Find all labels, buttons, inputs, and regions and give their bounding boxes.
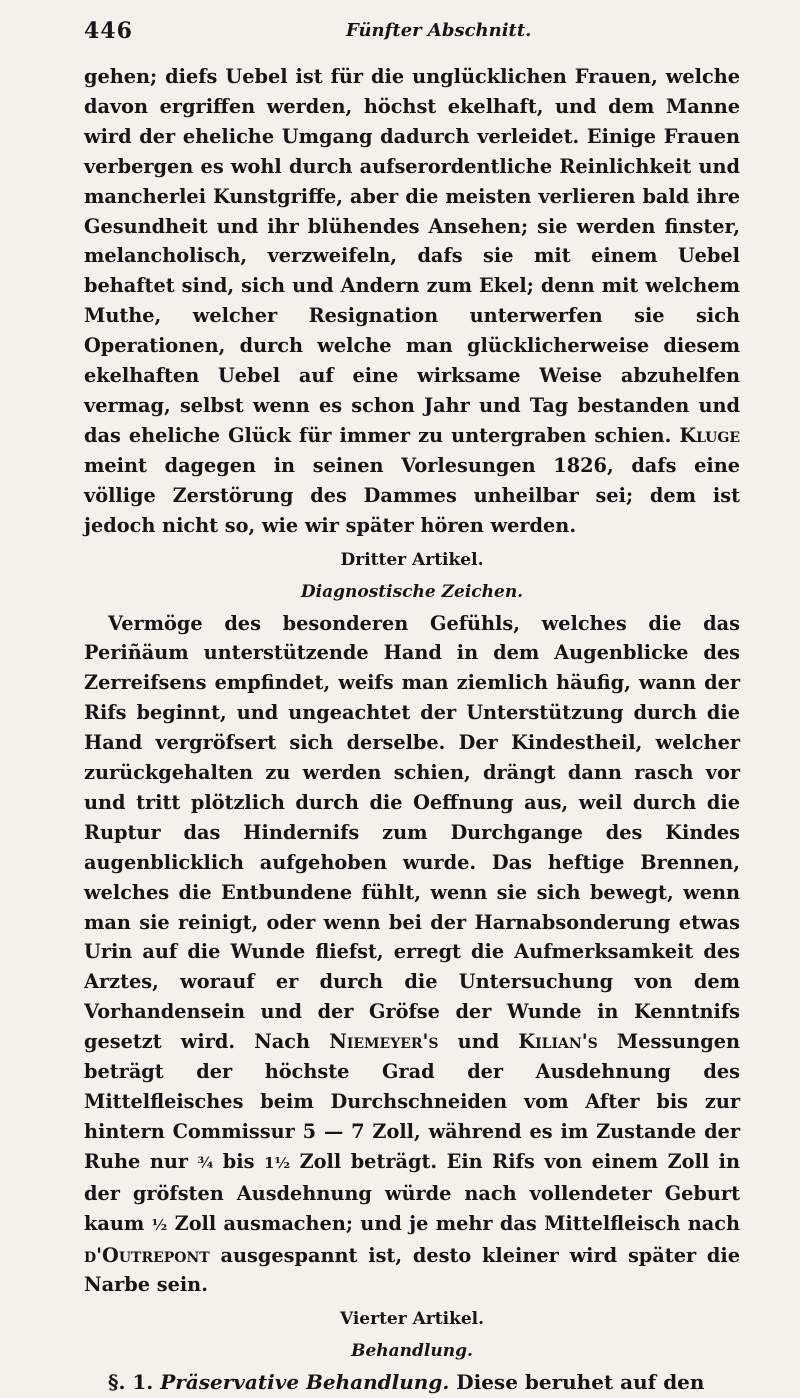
article-subheading-3: Diagnostische Zeichen. [300, 581, 524, 602]
running-title: Fünfter Abschnitt. [346, 20, 532, 41]
section-number: §. 1. [108, 1370, 154, 1395]
article-heading-3: Dritter Artikel. [340, 549, 484, 570]
fraction-three-quarters: ¾ [197, 1153, 214, 1172]
page-header [84, 18, 740, 52]
section-1-line [84, 1368, 740, 1398]
paragraph-2: Vermöge des besonderen Gefühls, welches die das Periñäum unterstützende Hand in dem Augenblicke des Zerreifsens empfindet, weifs man ziemlich häufig, wann der Rifs beginnt, und ungeachtet der Unterstützung durch die Hand vergröfsert sich derselbe. Der Kindestheil, welcher zurückgehalten zu werden schien, drängt dann rasch vor und tritt plötzlich durch die Oeffnung aus, weil durch die Ruptur das Hindernifs zum Durchgange des Kindes augenblicklich aufgehoben wurde. Das heftige Brennen, welches die Entbundene fühlt, wenn sie sich bewegt, wenn man sie reinigt, oder wenn bei der Harnabsonderung etwas Urin auf die Wunde fliefst, erregt die Aufmerksamkeit des Arztes, worauf er durch die Untersuchung von dem Vorhandensein und der Gröfse der Wunde in Kenntnifs gesetzt wird. Nach Niemeyer's und Kilian's Messungen beträgt der höchste Grad der Ausdehnung des Mittelfleisches beim Durchschneiden vom After bis zur hintern Commissur 5 — 7 Zoll, während es im Zustande der Ruhe nur ¾ bis 1½ Zoll beträgt. Ein Rifs von einem Zoll in der gröfsten Ausdehnung würde nach vollendeter Geburt kaum ½ Zoll ausmachen; und je mehr das Mittelfleisch nach d'Outrepont ausgespannt ist, desto kleiner wird später die Narbe sein. [84, 611, 741, 1297]
section-title: Präservative Behandlung. [160, 1370, 450, 1395]
fraction-one-half: ½ [151, 1215, 168, 1234]
author-name-niemeyer: Niemeyer's [329, 1030, 439, 1054]
author-name-doutrepont: d'Outrepont [84, 1243, 210, 1267]
article-subheading-4: Behandlung. [351, 1341, 473, 1362]
paragraph-1: gehen; diefs Uebel ist für die unglücklichen Frauen, welche davon ergriffen werden, höchst ekelhaft, und dem Manne wird der eheliche Umgang dadurch verleidet. Einige Frauen verbergen es wohl durch aufserordentliche Reinlichkeit und mancherlei Kunstgriffe, aber die meisten verlieren bald ihre Gesundheit und ihr blühendes Ansehen; sie werden finster, melancholisch, verzweifeln, dafs sie mit einem Uebel behaftet sind, sich und Andern zum Ekel; denn mit welchem Muthe, welcher Resignation unterwerfen sie sich Operationen, durch welche man glücklicherweise diesem ekelhaften Uebel auf eine wirksame Weise abzuhelfen vermag, selbst wenn es schon Jahr und Tag bestanden und das eheliche Glück für immer zu untergraben schien. Kluge meint dagegen in seinen Vorlesungen 1826, dafs eine völlige Zerstörung des Dammes unheilbar sei; dem ist jedoch nicht so, wie wir später hören werden. [84, 65, 741, 537]
article-heading-4: Vierter Artikel. [339, 1309, 485, 1330]
author-name-kluge: Kluge [679, 423, 741, 447]
body-text [84, 62, 740, 1398]
author-name-kilian: Kilian's [518, 1030, 598, 1054]
fraction-one-and-half: 1½ [263, 1153, 291, 1172]
page-number: 446 [84, 18, 133, 44]
section-text: Diese beruhet auf den [456, 1370, 705, 1395]
